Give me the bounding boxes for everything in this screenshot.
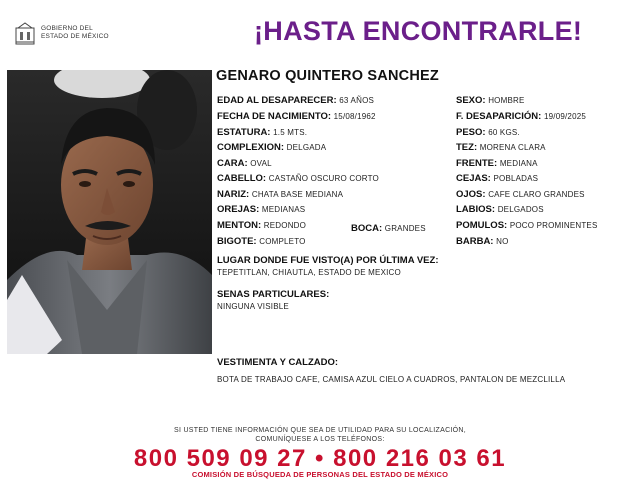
field-value: 60 KGS. xyxy=(488,128,520,137)
field-bigote xyxy=(217,236,306,248)
field-value: 19/09/2025 xyxy=(543,112,587,121)
field-label: LABIOS: xyxy=(456,204,496,215)
government-logo xyxy=(14,22,126,48)
field-nariz xyxy=(217,189,343,201)
field-nacimiento xyxy=(217,111,376,123)
field-value: CASTAÑO OSCURO CORTO xyxy=(268,174,379,183)
field-boca xyxy=(351,223,426,235)
field-complexion xyxy=(217,142,326,154)
field-label: PESO: xyxy=(456,127,486,138)
headline: ¡HASTA ENCONTRARLE! xyxy=(254,16,583,46)
field-peso xyxy=(456,127,520,139)
state-seal-icon xyxy=(14,22,36,46)
marks-section xyxy=(217,289,329,313)
field-label: OREJAS: xyxy=(217,204,260,215)
field-label: BARBA: xyxy=(456,236,494,247)
field-label: BIGOTE: xyxy=(217,236,257,247)
field-label: SEXO: xyxy=(456,95,486,106)
gov-line-2: ESTADO DE MÉXICO xyxy=(41,33,109,40)
gov-line-1: GOBIERNO DEL xyxy=(41,25,93,32)
field-menton xyxy=(217,220,306,232)
field-label: CABELLO: xyxy=(217,173,267,184)
field-label: EDAD AL DESAPARECER: xyxy=(217,95,337,106)
field-estatura xyxy=(217,127,307,139)
field-orejas xyxy=(217,204,305,216)
field-label: F. DESAPARICIÓN: xyxy=(456,111,542,122)
field-labios xyxy=(456,204,544,216)
field-value: HOMBRE xyxy=(488,96,525,105)
field-label: NARIZ: xyxy=(217,189,250,200)
field-cabello xyxy=(217,173,379,185)
contact-info-line-2: COMUNÍQUESE A LOS TELÉFONOS: xyxy=(255,436,385,443)
field-value: 15/08/1962 xyxy=(333,112,376,121)
field-cejas xyxy=(456,173,538,185)
field-edad xyxy=(217,95,374,107)
field-label: TEZ: xyxy=(456,142,478,153)
field-value: MEDIANAS xyxy=(261,205,306,214)
field-label: POMULOS: xyxy=(456,220,508,231)
field-value: POBLADAS xyxy=(493,174,539,183)
field-desaparicion xyxy=(456,111,586,123)
field-value: GRANDES xyxy=(384,224,426,233)
field-value: DELGADA xyxy=(286,143,327,152)
field-value: CAFE CLARO GRANDES xyxy=(488,190,585,199)
person-photo xyxy=(7,70,212,354)
field-value: OVAL xyxy=(250,159,272,168)
last-seen-value: TEPETITLAN, CHIAUTLA, ESTADO DE MEXICO xyxy=(217,268,401,277)
field-sexo xyxy=(456,95,525,107)
field-label: CEJAS: xyxy=(456,173,491,184)
field-label: FRENTE: xyxy=(456,158,498,169)
field-value: 1.5 MTS. xyxy=(273,128,308,137)
marks-label: SENAS PARTICULARES: xyxy=(217,289,330,300)
commission-name: COMISIÓN DE BÚSQUEDA DE PERSONAS DEL ESTADO DE MÉXICO xyxy=(191,470,449,479)
field-barba xyxy=(456,236,509,248)
clothing-value: BOTA DE TRABAJO CAFE, CAMISA AZUL CIELO A CUADROS, PANTALON DE MEZCLILLA xyxy=(217,375,566,384)
field-tez xyxy=(456,142,546,154)
field-value: 63 AÑOS xyxy=(339,96,375,105)
field-label: COMPLEXION: xyxy=(217,142,285,153)
last-seen-section xyxy=(217,255,439,279)
field-label: MENTON: xyxy=(217,220,262,231)
field-ojos xyxy=(456,189,585,201)
field-pomulos xyxy=(456,220,598,232)
field-value: POCO PROMINENTES xyxy=(509,221,598,230)
field-label: FECHA DE NACIMIENTO: xyxy=(217,111,331,122)
field-label: CARA: xyxy=(217,158,248,169)
person-name: GENARO QUINTERO SANCHEZ xyxy=(216,68,439,84)
field-frente xyxy=(456,158,538,170)
field-value: MORENA CLARA xyxy=(479,143,546,152)
field-value: DELGADOS xyxy=(497,205,544,214)
field-label: ESTATURA: xyxy=(217,127,271,138)
field-label: OJOS: xyxy=(456,189,486,200)
field-value: MEDIANA xyxy=(499,159,538,168)
field-value: REDONDO xyxy=(263,221,307,230)
last-seen-label: LUGAR DONDE FUE VISTO(A) POR ÚLTIMA VEZ: xyxy=(217,255,439,266)
marks-value: NINGUNA VISIBLE xyxy=(217,302,289,311)
field-value: COMPLETO xyxy=(259,237,306,246)
contact-info-line-1: SI USTED TIENE INFORMACIÓN QUE SEA DE UTILIDAD PARA SU LOCALIZACIÓN, xyxy=(173,427,467,434)
field-value: CHATA BASE MEDIANA xyxy=(251,190,344,199)
field-cara xyxy=(217,158,272,170)
field-label: BOCA: xyxy=(351,223,383,234)
clothing-label: VESTIMENTA Y CALZADO: xyxy=(217,357,339,368)
field-value: NO xyxy=(496,237,509,246)
phone-numbers: 800 509 09 27 • 800 216 03 61 xyxy=(133,445,507,472)
clothing-section xyxy=(217,357,565,386)
